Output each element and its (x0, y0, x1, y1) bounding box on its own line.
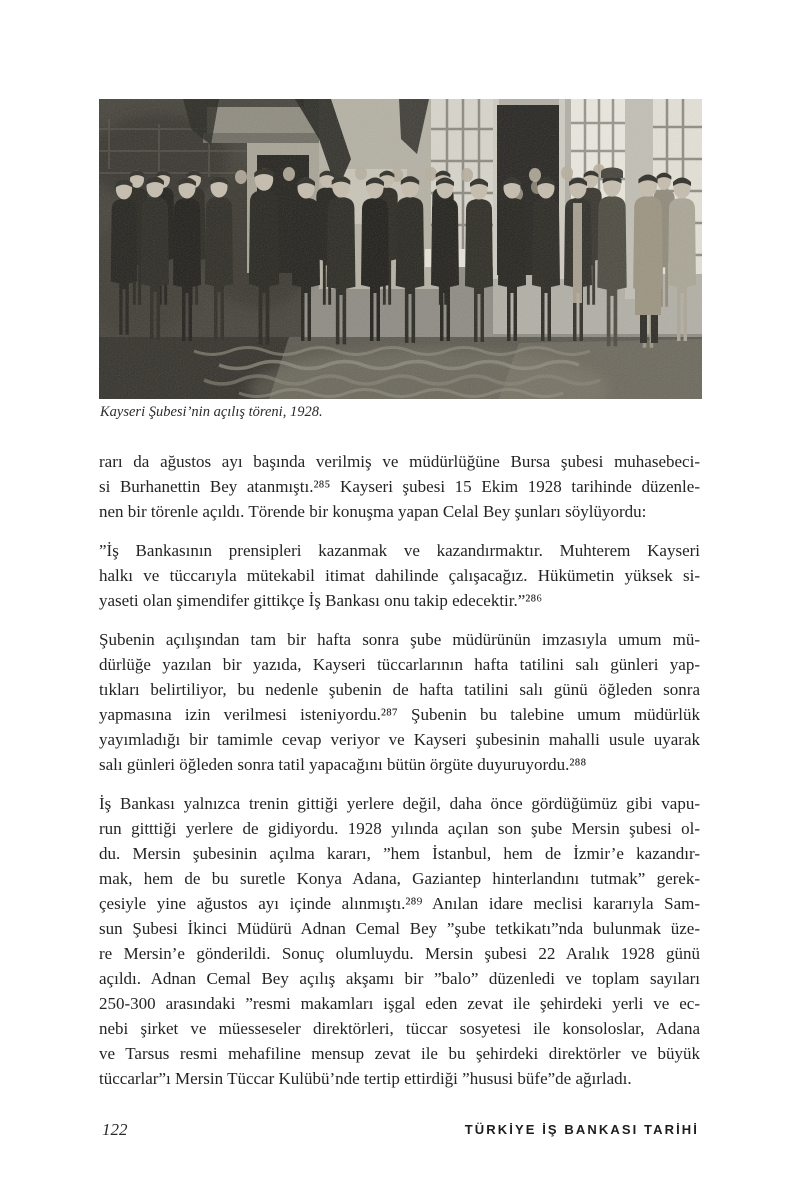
text-line: du. Mersin şubesinin açılma kararı, ”hem İstanbul, hem de İzmir’e kazandır- (99, 844, 700, 863)
text-line: yaseti olan şimendifer gittikçe İş Bankası onu takip edecektir.”²⁸⁶ (99, 591, 543, 610)
text-line: mak, hem de bu suretle Konya Adana, Gaziantep hinterlandını tutmak” gerek- (99, 869, 700, 888)
photo-caption: Kayseri Şubesi’nin açılış töreni, 1928. (100, 404, 323, 420)
text-line: tüccarlar”ı Mersin Tüccar Kulübü’nde tertip ettirdiği ”hususi büfe”de ağırladı. (99, 1069, 632, 1088)
text-line: Şubenin açılışından tam bir hafta sonra şube müdürünün imzasıyla umum mü- (99, 630, 700, 649)
text-line: nen bir törenle açıldı. Törende bir konuşma yapan Celal Bey şunları söylüyordu: (99, 502, 647, 521)
running-title: TÜRKİYE İŞ BANKASI TARİHİ (464, 1122, 699, 1137)
ceremony-photo-graphic (99, 99, 702, 399)
text-line: nebi şirket ve müesseseler direktörleri, tüccar sosyetesi ile konsoloslar, Adana (99, 1019, 700, 1038)
text-line: açıldı. Adnan Cemal Bey açılış akşamı bir ”balo” düzenledi ve toplam sayıları (99, 969, 700, 988)
text-line: 250-300 arasındaki ”resmi makamları işgal eden zevat ile şehirdeki yerli ve ec- (99, 994, 700, 1013)
text-line: yapmasına izin verilmesi isteniyordu.²⁸⁷ Şubenin bu talebine umum müdürlük (99, 705, 700, 724)
text-line: sun Şubesi İkinci Müdürü Adnan Cemal Bey ”şube tetkikatı”nda bulunmak üze- (99, 919, 700, 938)
paragraph-4 (99, 791, 700, 1091)
text-line: çesiyle yine ağustos ayı içinde alınmıştı.²⁸⁹ Anılan idare meclisi kararıyla Sam- (99, 894, 700, 913)
text-line: tıkları belirtiliyor, bu nedenle şubenin de hafta tatilini salı günü öğleden sonra (99, 680, 700, 699)
paragraph-1 (99, 449, 700, 524)
text-line: re Mersin’e gönderildi. Sonuç olumluydu. Mersin şubesi 22 Aralık 1928 günü (99, 944, 700, 963)
ceremony-photo (99, 99, 702, 399)
body-text (99, 449, 700, 1091)
text-line: si Burhanettin Bey atanmıştı.²⁸⁵ Kayseri şubesi 15 Ekim 1928 tarihinde düzenle- (99, 477, 700, 496)
text-line: ”İş Bankasının prensipleri kazanmak ve kazandırmaktır. Muhterem Kayseri (99, 541, 700, 560)
text-line: halkı ve tüccarıyla mütekabil itimat dahilinde çalışacağız. Hükümetin yüksek si- (99, 566, 700, 585)
text-line: dürlüğe yazılan bir yazıda, Kayseri tüccarlarının hafta tatilini salı günleri yap- (99, 655, 700, 674)
paragraph-2-quote (99, 538, 700, 613)
text-line: ve Tarsus resmi mehafiline mensup zevat ile bu şehirdeki direktörler ve büyük (99, 1044, 700, 1063)
paragraph-3 (99, 627, 700, 777)
text-line: yayımladığı bir tamimle cevap veriyor ve Kayseri şubesinin mahalli usule uyarak (99, 730, 700, 749)
text-line: run gitttiği yerlere de gidiyordu. 1928 yılında açılan son şube Mersin şubesi ol- (99, 819, 700, 838)
text-line: İş Bankası yalnızca trenin gittiği yerlere değil, daha önce gördüğümüz gibi vapu- (99, 794, 700, 813)
text-line: rarı da ağustos ayı başında verilmiş ve müdürlüğüne Bursa şubesi muhasebeci- (99, 452, 700, 471)
page-number: 122 (102, 1120, 128, 1139)
text-line: salı günleri öğleden sonra tatil yapacağını bütün örgüte duyuruyordu.²⁸⁸ (99, 755, 587, 774)
